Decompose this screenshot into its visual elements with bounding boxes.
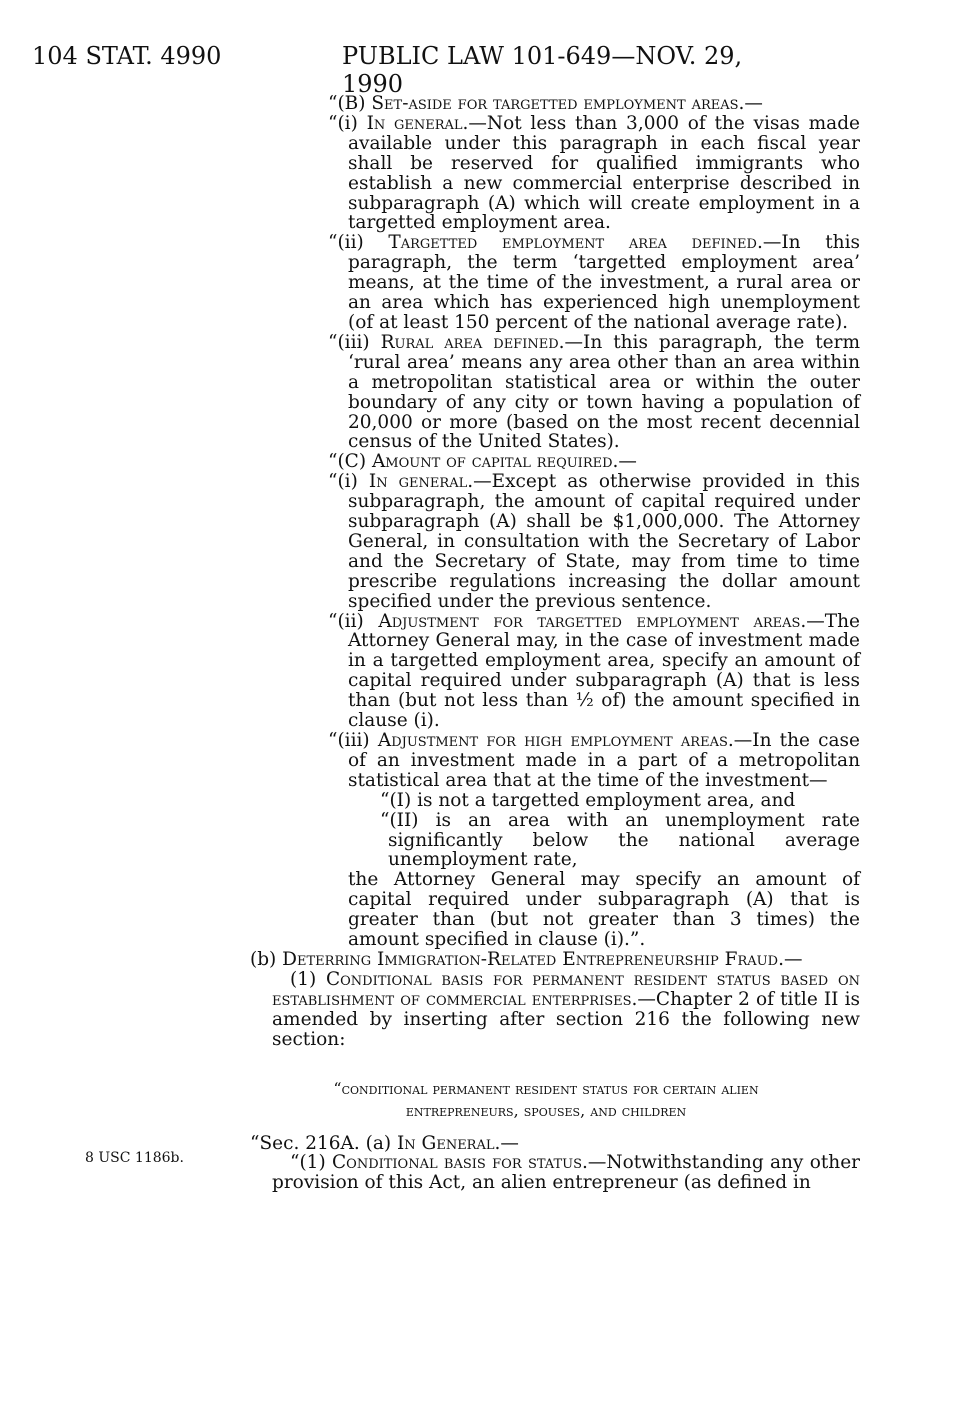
tail-paragraphs: [232, 1134, 860, 1194]
caption-heading: Adjustment for high employment areas: [377, 730, 728, 751]
paragraph: [232, 233, 860, 333]
page-id: 104 STAT. 4990: [32, 42, 222, 70]
main-paragraphs: [232, 94, 860, 1050]
paragraph-text: .—Except as otherwise provided in this subparagraph, the amount of capital required under subparagraph (A) shall be $1,000,000. The Attorney General, in consultation with the Secretary of Labor and the Secretary of State, may from time to time prescribe regulations increasing the dollar amount specified under the previous sentence.: [348, 471, 860, 612]
paragraph-text: the Attorney General may specify an amount of capital required under subparagraph (A) that is greater than (but not greater than 3 times) the amount specified in clause (i).”.: [348, 869, 860, 951]
paragraph-text: .—In this paragraph, the term ‘rural area’ means any area other than an area within a metropolitan statistical area or within the outer boundary of any city or town having a population of 20,000 or more (based on the most recent decennial census of the United States).: [348, 331, 860, 453]
caption-heading: In general: [366, 112, 463, 134]
caption-heading: Deterring Immigration-Related Entrepreneurship Fraud: [282, 948, 779, 970]
paragraph-text: “Sec. 216A. (a): [250, 1132, 397, 1154]
caption-heading: Adjustment for targetted employment areas: [378, 610, 801, 632]
paragraph-text: (1): [290, 968, 326, 990]
paragraph-text: “(C): [328, 451, 372, 473]
caption-heading: Rural area defined: [380, 331, 559, 353]
paragraph-text: “(ii): [328, 232, 389, 254]
caption-heading: In general: [368, 471, 468, 493]
paragraph: [232, 870, 860, 950]
caption-heading: Amount of capital required: [371, 451, 613, 473]
paragraph-text: .—Notwithstanding any other provision of this Act, an alien entrepreneur (as defined in: [272, 1152, 860, 1194]
paragraph-text: .—In this paragraph, the term ‘targetted employment area’ means, at the time of the investment, a rural area or an area which has experienced high unemployment (of at least 150 percent of the national average rate).: [348, 232, 860, 333]
law-id: PUBLIC LAW 101-649—NOV. 29, 1990: [342, 42, 743, 98]
paragraph: [232, 452, 860, 472]
paragraph-text: .—: [778, 948, 803, 970]
paragraph: [232, 950, 860, 970]
section-heading: [232, 1078, 860, 1122]
caption-heading: In General: [396, 1132, 495, 1154]
paragraph: [232, 94, 860, 114]
section-heading-line-1: “conditional permanent resident status for certain alien: [333, 1078, 759, 1098]
paragraph: [232, 791, 860, 811]
paragraph: [232, 612, 860, 731]
body-text: [232, 94, 860, 1193]
paragraph-text: .—Not less than 3,000 of the visas made available under this paragraph in each fiscal year shall be reserved for qualified immigrants who establish a new commercial enterprise described in subparagraph (A) which will create employment in a targetted employment area.: [348, 112, 860, 234]
paragraph: [232, 731, 860, 791]
paragraph: [232, 114, 860, 233]
paragraph-text: “(1): [290, 1152, 332, 1174]
margin-note: 8 USC 1186b.: [85, 1150, 184, 1166]
paragraph-text: “(iii): [328, 730, 378, 751]
paragraph-text: “(i): [328, 112, 367, 134]
paragraph-text: .—: [612, 451, 637, 473]
caption-heading: Set-aside for targetted employment areas: [371, 93, 739, 114]
paragraph-text: .—Chapter 2 of title II is amended by inserting after section 216 the following new section:: [272, 988, 860, 1050]
running-head: [32, 42, 752, 98]
paragraph-text: .—: [738, 93, 763, 114]
paragraph-text: “(i): [328, 471, 369, 493]
paragraph-text: “(II) is an area with an unemployment rate significantly below the national average unemployment rate,: [380, 809, 860, 871]
paragraph: [232, 811, 860, 871]
paragraph: [232, 970, 860, 1050]
caption-heading: Targetted employment area defined: [388, 232, 757, 254]
paragraph-text: “(B): [328, 93, 372, 114]
paragraph-text: “(iii): [328, 331, 381, 353]
caption-heading: Conditional basis for status: [332, 1152, 583, 1174]
caption-heading: Conditional basis for permanent resident status based on establishment of commercial enterprises: [272, 968, 860, 1010]
paragraph-text: “(ii): [328, 610, 379, 632]
paragraph-text: .—In the case of an investment made in a part of a metropolitan statistical area that at the time of the investment—: [348, 730, 860, 791]
section-heading-line-2: entrepreneurs, spouses, and children: [405, 1100, 687, 1120]
paragraph-text: “(I) is not a targetted employment area, and: [380, 789, 796, 811]
paragraph-text: .—The Attorney General may, in the case of investment made in a targetted employment area, specify an amount of capital required under subparagraph (A) that is less than (but not less than ½ of) the amount specified in clause (i).: [348, 610, 860, 732]
paragraph-text: (b): [250, 948, 283, 970]
paragraph: [232, 1134, 860, 1154]
paragraph: [232, 472, 860, 611]
paragraph: [232, 1153, 860, 1193]
paragraph-text: .—: [494, 1132, 519, 1154]
paragraph: [232, 333, 860, 452]
